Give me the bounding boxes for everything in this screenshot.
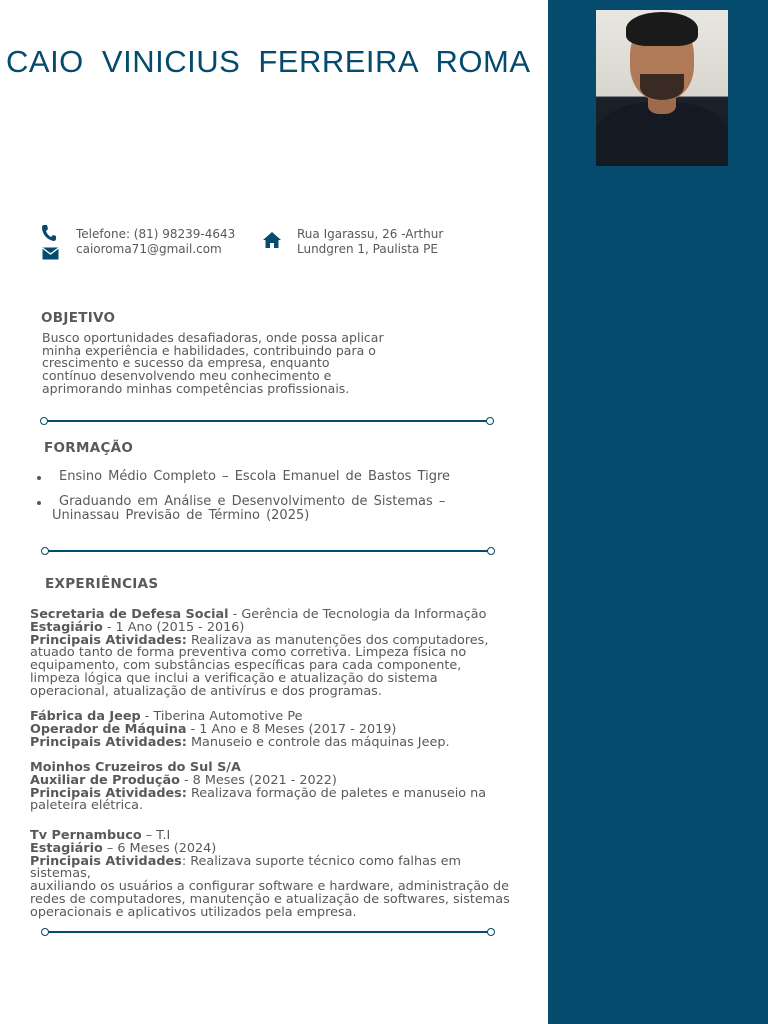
section-divider xyxy=(46,420,488,422)
section-divider xyxy=(47,931,489,933)
company-name: Fábrica da Jeep xyxy=(30,709,141,724)
objetivo-title: OBJETIVO xyxy=(41,310,116,326)
company-name: Tv Pernambuco xyxy=(30,828,142,843)
activities-label: Principais Atividades: xyxy=(30,632,187,648)
activities-text: paleteira elétrica. xyxy=(30,798,144,814)
activities-label: Principais Atividades: xyxy=(30,734,187,750)
section-divider xyxy=(47,550,489,552)
activities-text: operacionais e aplicativos utilizados pela empresa. xyxy=(30,904,357,920)
activities-text: operacional, atualização de antivírus e dos programas. xyxy=(30,683,382,699)
objetivo-line: crescimento e sucesso da empresa, enquanto xyxy=(42,355,330,371)
job-role: Operador de Máquina xyxy=(30,721,187,737)
experience-entry xyxy=(30,762,520,813)
job-period: - 8 Meses (2021 - 2022) xyxy=(179,772,337,788)
company-detail: - Tiberina Automotive Pe xyxy=(140,709,303,724)
company-detail: - Gerência de Tecnologia da Informação xyxy=(228,607,487,622)
activities-text: atuado tanto de forma preventiva como corretiva. Limpeza física no xyxy=(30,645,467,661)
objetivo-line: contínuo desenvolvendo meu conhecimento e xyxy=(42,368,332,384)
candidate-name: CAIO VINICIUS FERREIRA ROMA xyxy=(6,44,531,79)
address-line-2: Lundgren 1, Paulista PE xyxy=(297,242,438,256)
experience-entry xyxy=(30,711,520,749)
phone-icon xyxy=(41,224,57,246)
company-name: Secretaria de Defesa Social xyxy=(30,607,229,622)
home-icon xyxy=(262,231,282,253)
objetivo-line: aprimorando minhas competências profissionais. xyxy=(42,380,350,396)
formacao-item-2: Graduando em Análise e Desenvolvimento de Sistemas – xyxy=(59,494,446,509)
formacao-item-1: Ensino Médio Completo – Escola Emanuel de Bastos Tigre xyxy=(59,469,451,484)
activities-text: auxiliando os usuários a configurar software e hardware, administração de xyxy=(30,879,510,895)
activities-label: Principais Atividades xyxy=(30,853,182,869)
objetivo-text xyxy=(42,332,442,396)
objetivo-line: minha experiência e habilidades, contribuindo para o xyxy=(42,342,376,358)
activities-text: equipamento, com substâncias específicas para cada componente, xyxy=(30,658,462,674)
job-role: Auxiliar de Produção xyxy=(30,772,180,788)
company-name: Moinhos Cruzeiros do Sul S/A xyxy=(30,760,241,775)
address-line-1: Rua Igarassu, 26 -Arthur xyxy=(297,227,444,241)
experiencias-title: EXPERIÊNCIAS xyxy=(45,576,159,592)
formacao-item-2-continued: Uninassau Previsão de Término (2025) xyxy=(52,508,310,523)
job-period: - 1 Ano e 8 Meses (2017 - 2019) xyxy=(186,721,397,737)
activities-label: Principais Atividades: xyxy=(30,785,187,801)
formacao-title: FORMAÇÃO xyxy=(44,440,134,456)
objetivo-line: Busco oportunidades desafiadoras, onde possa aplicar xyxy=(42,330,384,345)
activities-text: : Realizava suporte técnico como falhas em sistemas, xyxy=(30,853,462,882)
experience-entry xyxy=(30,830,520,920)
activities-text: Manuseio e controle das máquinas Jeep. xyxy=(186,734,450,750)
email-text: caioroma71@gmail.com xyxy=(76,242,222,256)
bullet xyxy=(37,501,41,505)
job-period: – 6 Meses (2024) xyxy=(102,840,217,856)
phone-text: Telefone: (81) 98239-4643 xyxy=(76,227,236,241)
activities-text: limpeza lógica que inclui a verificação e atualização do sistema xyxy=(30,670,438,686)
job-period: - 1 Ano (2015 - 2016) xyxy=(102,619,245,635)
envelope-icon xyxy=(42,245,59,264)
activities-text: redes de computadores, manutenção e atualização de softwares, sistemas xyxy=(30,891,510,907)
job-role: Estagiário xyxy=(30,619,103,635)
bullet xyxy=(37,476,41,480)
experience-entry xyxy=(30,609,520,699)
activities-text: Realizava formação de paletes e manuseio na xyxy=(186,785,487,801)
profile-photo xyxy=(596,10,728,166)
company-detail: – T.I xyxy=(141,828,171,843)
activities-text: Realizava as manutenções dos computadores, xyxy=(186,632,489,648)
job-role: Estagiário xyxy=(30,840,103,856)
